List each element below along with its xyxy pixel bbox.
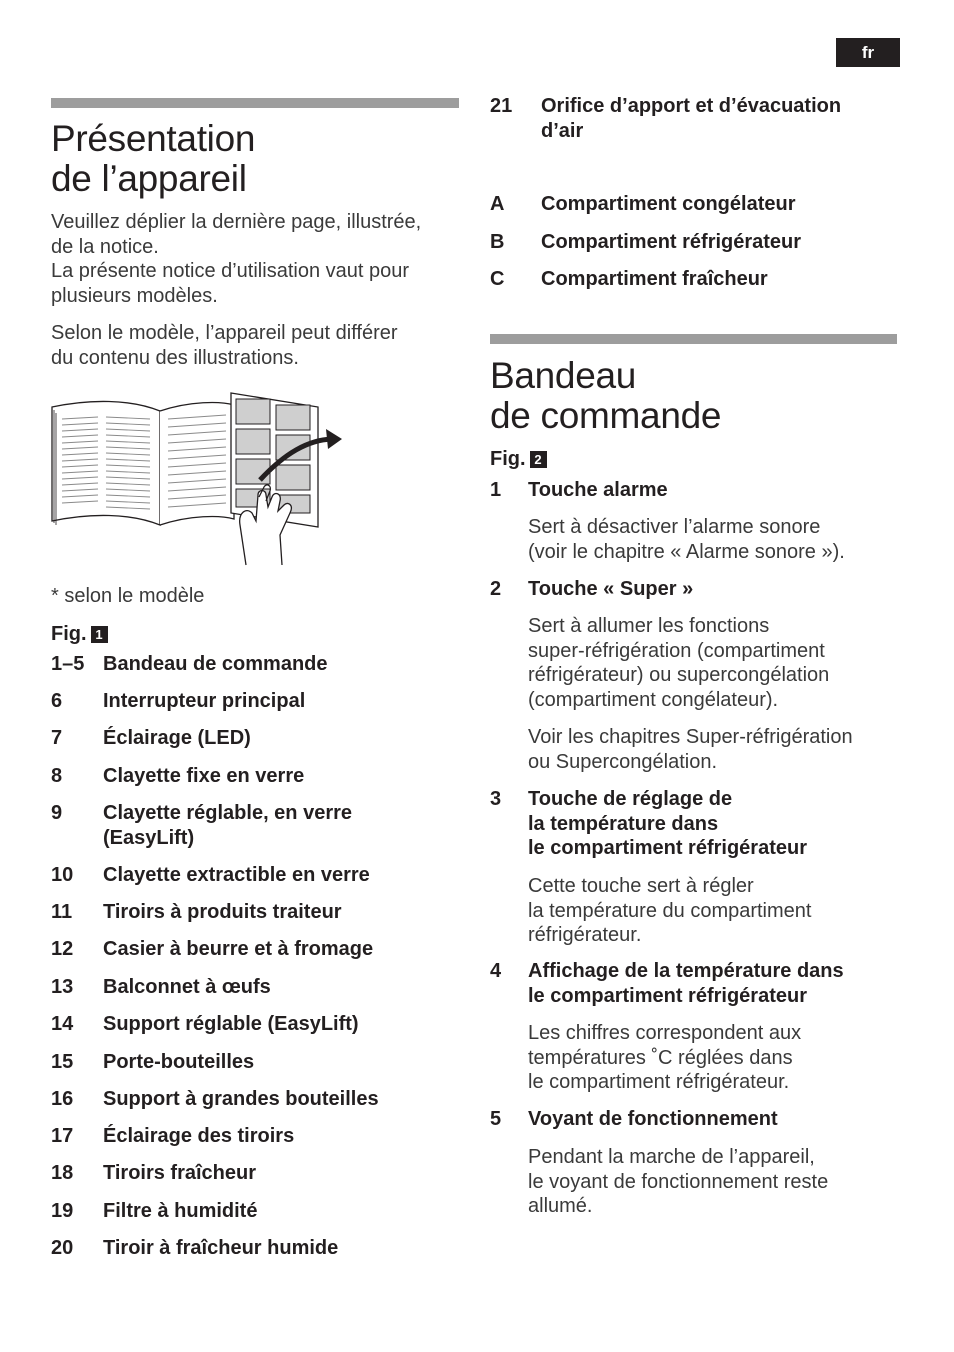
- item-number: 5: [490, 1108, 502, 1130]
- title-presentation: Présentation de l’appareil: [51, 118, 256, 199]
- item-label: Orifice d’apport et d’évacuation d’air: [541, 95, 842, 142]
- list-item: [51, 975, 271, 1000]
- section-rule-left: [51, 98, 459, 108]
- list-item: [490, 230, 801, 255]
- list-item: [51, 1199, 257, 1224]
- item-number: 2: [490, 578, 502, 600]
- list-item: [51, 801, 352, 850]
- list-item: [51, 1124, 294, 1149]
- item-number: 17: [51, 1125, 74, 1147]
- item-label: Touche alarme: [528, 479, 668, 501]
- list-item: [51, 937, 373, 962]
- control-item: [490, 787, 807, 861]
- list-item: [490, 94, 841, 143]
- item-label: Casier à beurre et à fromage: [103, 938, 374, 960]
- list-item: [51, 863, 370, 888]
- list-item: [51, 1087, 379, 1112]
- control-description: Voir les chapitres Super-réfrigération ou Supercongélation.: [528, 726, 853, 773]
- control-description: Sert à désactiver l’alarme sonore (voir le chapitre « Alarme sonore »).: [528, 516, 845, 563]
- list-item: [51, 652, 328, 677]
- item-label: Bandeau de commande: [103, 653, 328, 675]
- item-label: Éclairage des tiroirs: [103, 1125, 295, 1147]
- item-label: Support à grandes bouteilles: [103, 1088, 379, 1110]
- item-label: Support réglable (EasyLift): [103, 1013, 359, 1035]
- item-number: 8: [51, 765, 63, 787]
- list-item: [51, 1161, 256, 1186]
- item-label: Voyant de fonctionnement: [528, 1108, 778, 1130]
- item-number: 10: [51, 864, 74, 886]
- item-number: 18: [51, 1162, 74, 1184]
- item-label: Compartiment réfrigérateur: [541, 231, 802, 253]
- item-number: 20: [51, 1237, 74, 1259]
- item-label: Porte-bouteilles: [103, 1051, 255, 1073]
- footnote-model: * selon le modèle: [51, 585, 205, 607]
- booklet-unfold-illustration: [50, 385, 350, 570]
- item-number: A: [490, 193, 505, 215]
- list-item: [490, 192, 795, 217]
- item-label: Affichage de la température dans le compartiment réfrigérateur: [528, 960, 844, 1007]
- control-description: Cette touche sert à régler la température du compartiment réfrigérateur.: [528, 875, 812, 946]
- fig-number-badge: 2: [530, 451, 547, 468]
- item-number: 7: [51, 727, 63, 749]
- item-label: Tiroir à fraîcheur humide: [103, 1237, 339, 1259]
- item-number: 9: [51, 802, 63, 824]
- list-item: [51, 689, 305, 714]
- item-number: 6: [51, 690, 63, 712]
- item-label: Tiroirs à produits traiteur: [103, 901, 342, 923]
- item-number: 11: [51, 901, 73, 923]
- control-description: Sert à allumer les fonctions super-réfrigération (compartiment réfrigérateur) ou supercongélation (compartiment congélateur).: [528, 615, 830, 711]
- item-number: 1: [490, 479, 502, 501]
- language-tab: fr: [836, 38, 900, 67]
- item-number: 19: [51, 1200, 74, 1222]
- item-label: Interrupteur principal: [103, 690, 306, 712]
- list-item: [51, 726, 251, 751]
- item-label: Filtre à humidité: [103, 1200, 258, 1222]
- item-label: Clayette fixe en verre: [103, 765, 305, 787]
- item-number: 4: [490, 960, 502, 982]
- fig-1-label: Fig. 1: [51, 622, 108, 646]
- control-item: [490, 959, 844, 1008]
- list-item: [51, 764, 304, 789]
- item-number: 3: [490, 788, 502, 810]
- item-number: 16: [51, 1088, 74, 1110]
- list-item: [51, 900, 342, 925]
- control-item: [490, 478, 668, 503]
- control-item: [490, 577, 693, 602]
- item-label: Compartiment congélateur: [541, 193, 796, 215]
- item-number: 13: [51, 976, 74, 998]
- control-description: Pendant la marche de l’appareil, le voyant de fonctionnement reste allumé.: [528, 1146, 829, 1217]
- item-label: Touche « Super »: [528, 578, 694, 600]
- item-label: Balconnet à œufs: [103, 976, 271, 998]
- item-number: 12: [51, 938, 74, 960]
- item-number: 1–5: [51, 653, 85, 675]
- item-number: C: [490, 268, 505, 290]
- item-label: Clayette réglable, en verre (EasyLift): [103, 802, 353, 849]
- title-bandeau: Bandeau de commande: [490, 355, 722, 436]
- item-number: 21: [490, 95, 513, 117]
- intro-paragraph-1: Veuillez déplier la dernière page, illustrée, de la notice. La présente notice d’utilisation vaut pour plusieurs modèles.: [51, 211, 422, 307]
- fig-number-badge: 1: [91, 626, 108, 643]
- list-item: [51, 1012, 359, 1037]
- item-label: Compartiment fraîcheur: [541, 268, 768, 290]
- list-item: [51, 1050, 254, 1075]
- item-label: Tiroirs fraîcheur: [103, 1162, 257, 1184]
- item-number: B: [490, 231, 505, 253]
- item-label: Clayette extractible en verre: [103, 864, 370, 886]
- list-item: [51, 1236, 338, 1261]
- control-description: Les chiffres correspondent aux températures ˚C réglées dans le compartiment réfrigérateur.: [528, 1022, 802, 1093]
- intro-paragraph-2: Selon le modèle, l’appareil peut différer du contenu des illustrations.: [51, 322, 398, 369]
- fig-2-label: Fig. 2: [490, 447, 547, 471]
- item-label: Touche de réglage de la température dans le compartiment réfrigérateur: [528, 788, 807, 859]
- item-number: 15: [51, 1051, 74, 1073]
- item-label: Éclairage (LED): [103, 727, 251, 749]
- list-item: [490, 267, 768, 292]
- control-item: [490, 1107, 778, 1132]
- item-number: 14: [51, 1013, 74, 1035]
- section-rule-right: [490, 334, 897, 344]
